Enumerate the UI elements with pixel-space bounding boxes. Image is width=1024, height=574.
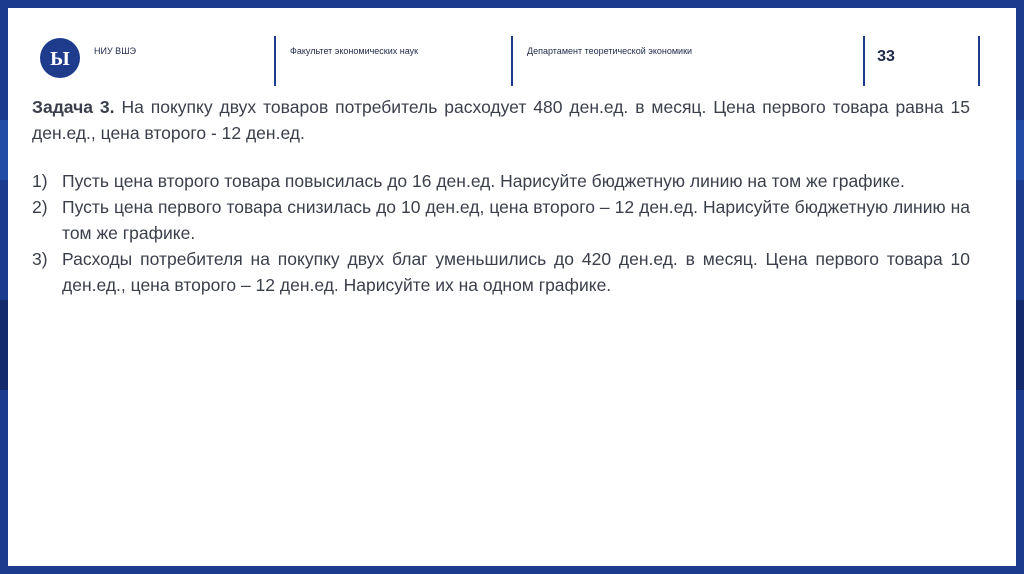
- header-divider: [863, 36, 865, 86]
- svg-text:Ы: Ы: [50, 48, 70, 70]
- org-name: НИУ ВШЭ: [94, 46, 136, 56]
- list-item: [32, 194, 970, 246]
- list-item-text: Расходы потребителя на покупку двух благ уменьшились до 420 ден.ед. в месяц. Цена первого товара 10 ден.ед., цена второго – 12 ден.ед. Нарисуйте их на одном графике.: [62, 249, 970, 295]
- list-item: [32, 168, 970, 194]
- list-item-number: 1): [32, 171, 48, 191]
- list-item-number: 3): [32, 249, 48, 269]
- page-number: 33: [877, 48, 895, 65]
- department-name: Департамент теоретической экономики: [527, 46, 693, 56]
- task-list: [32, 168, 970, 298]
- task-intro-text: На покупку двух товаров потребитель расходует 480 ден.ед. в месяц. Цена первого товара равна 15 ден.ед., цена второго - 12 ден.ед.: [32, 97, 970, 143]
- faculty-name: Факультет экономических наук: [290, 46, 419, 56]
- list-item-text: Пусть цена первого товара снизилась до 10 ден.ед, цена второго – 12 ден.ед. Нарисуйте бюджетную линию на том же графике.: [62, 197, 970, 243]
- list-item: [32, 246, 970, 298]
- slide: [8, 8, 1016, 566]
- header-divider: [978, 36, 980, 86]
- hse-logo-icon: [47, 45, 73, 71]
- header-divider: [274, 36, 276, 86]
- task-title: Задача 3.: [32, 97, 115, 117]
- task-intro: [32, 94, 970, 146]
- list-item-text: Пусть цена второго товара повысилась до 16 ден.ед. Нарисуйте бюджетную линию на том же графике.: [62, 171, 905, 191]
- hse-logo: [40, 38, 80, 78]
- header-divider: [511, 36, 513, 86]
- task-content: [32, 94, 970, 298]
- list-item-number: 2): [32, 197, 48, 217]
